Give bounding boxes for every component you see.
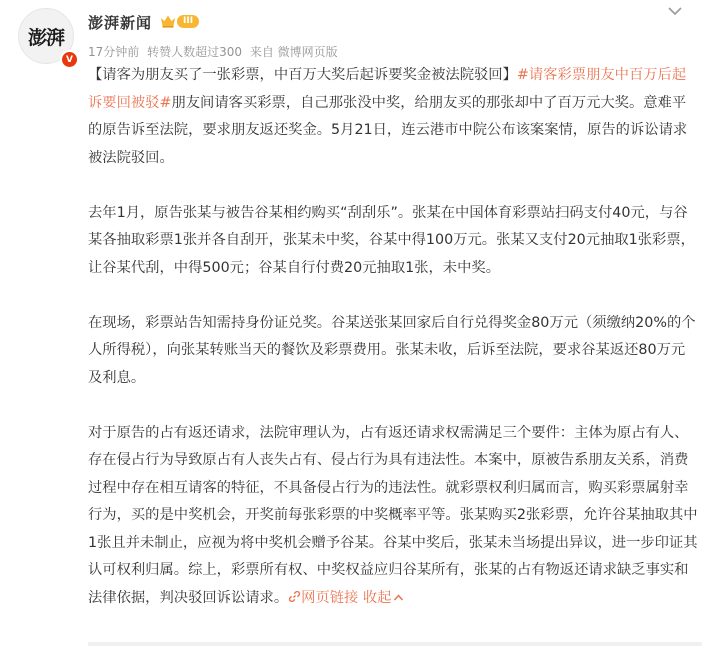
paragraph-1: 去年1月，原告张某与被告谷某相约购买“刮刮乐”。张某在中国体育彩票站扫码支付40元，与谷某各抽取彩票1张并各自刮开，张某未中奖，谷某中得100万元。张某又支付20元抽取1张彩票，让谷某代刮，中得500元；谷某自行付费20元抽取1张，未中奖。 <box>88 204 695 276</box>
paragraph-3 <box>88 420 698 613</box>
post-lead-paragraph <box>88 62 698 172</box>
chevron-down-icon[interactable] <box>664 4 686 18</box>
avatar[interactable]: 澎湃 <box>18 8 74 64</box>
chevron-up-icon[interactable] <box>393 593 404 602</box>
action-bar-edge <box>88 642 702 646</box>
crown-icon <box>160 14 176 28</box>
user-name[interactable]: 澎湃新闻 <box>88 14 153 32</box>
lead-text: 朋友间请客买彩票，自己那张没中奖，给朋友买的那张却中了百万元大奖。意难平的原告诉至法院，要求朋友返还奖金。5月21日，连云港市中院公布该案案情，原告的诉讼请求被法院驳回。 <box>88 94 688 166</box>
post-time[interactable]: 17分钟前 <box>88 45 140 59</box>
hashtag-link[interactable]: #请客彩票朋友中百万后起诉要回被驳# <box>88 67 687 111</box>
post-meta <box>88 43 342 60</box>
vip-badge[interactable] <box>160 14 199 28</box>
vip-level: III <box>177 15 199 28</box>
verified-icon: V <box>60 50 79 69</box>
post-source: 来自 微博网页版 <box>249 45 338 59</box>
collapse-button[interactable]: 收起 <box>362 589 392 606</box>
link-icon <box>288 590 301 603</box>
post-content <box>88 62 698 612</box>
paragraph-3-text: 对于原告的占有返还请求，法院审理认为，占有返还请求权需满足三个要件：主体为原占有人、存在侵占行为导致原占有人丧失占有、侵占行为具有违法性。本案中，原被告系朋友关系，消费过程中存在相互请客的特征，不具备侵占行为的违法性。就彩票权利归属而言，购买彩票属射幸行为，买的是中奖机会，开奖前每张彩票的中奖概率平等。张某购买2张彩票，允许谷某抽取其中1张且并未制止，应视为将中奖机会赠予谷某。谷某中奖后，张某未当场提出异议，进一步印证其认可权利归属。综上，彩票所有权、中奖权益应归谷某所有，张某的占有物返还请求缺乏事实和法律依据，判决驳回诉讼请求。 <box>88 424 698 606</box>
repost-count: 转赞人数超过300 <box>147 45 243 59</box>
web-link[interactable]: 网页链接 <box>301 589 359 606</box>
headline: 【请客为朋友买了一张彩票，中百万大奖后起诉要奖金被法院驳回】 <box>88 67 517 83</box>
paragraph-2: 在现场，彩票站告知需持身份证兑奖。谷某送张某回家后自行兑得奖金80万元（须缴纳20%的个人所得税），向张某转账当天的餐饮及彩票费用。张某未收，后诉至法院，要求谷某返还80万元及利息。 <box>88 314 696 386</box>
